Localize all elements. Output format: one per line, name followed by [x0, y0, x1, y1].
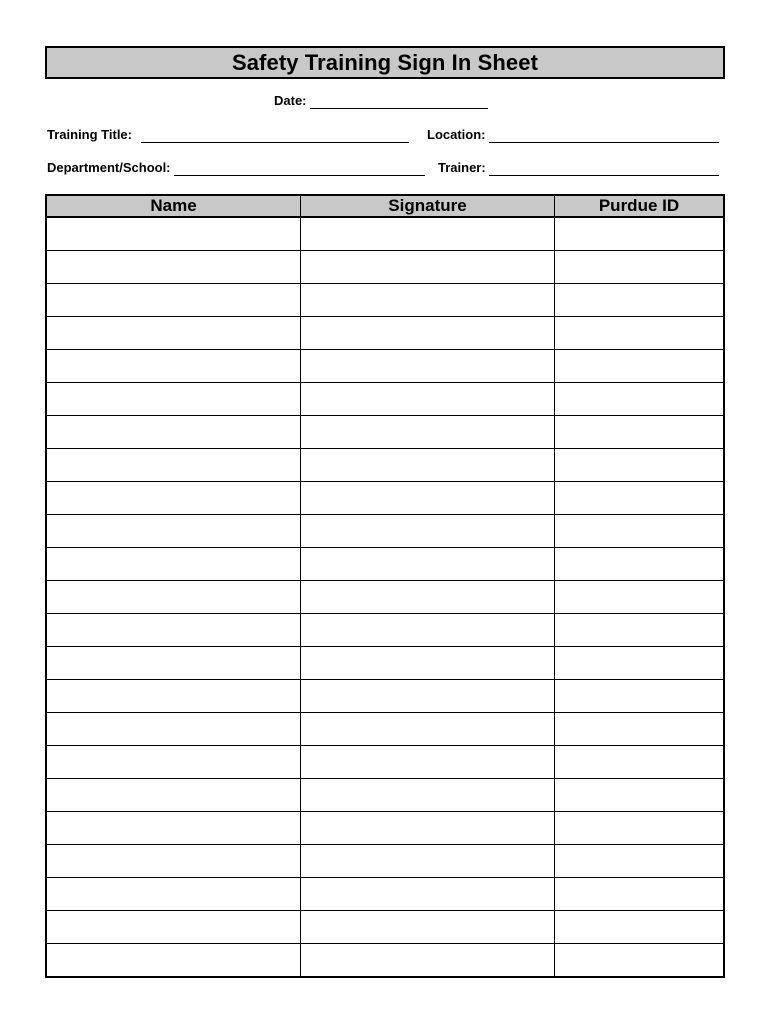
- name-cell[interactable]: [46, 746, 301, 779]
- table-row: [46, 482, 724, 515]
- signature-cell[interactable]: [301, 878, 555, 911]
- name-cell[interactable]: [46, 284, 301, 317]
- signature-cell[interactable]: [301, 911, 555, 944]
- purdue-id-cell[interactable]: [555, 713, 725, 746]
- table-row: [46, 713, 724, 746]
- signature-cell[interactable]: [301, 779, 555, 812]
- table-row: [46, 350, 724, 383]
- training-title-label: Training Title:: [47, 127, 132, 142]
- date-field: [274, 92, 488, 110]
- training-title-input-line[interactable]: [141, 142, 409, 143]
- training-title-field: [47, 126, 409, 144]
- name-cell[interactable]: [46, 779, 301, 812]
- location-field: [427, 126, 719, 144]
- name-cell[interactable]: [46, 680, 301, 713]
- table-row: [46, 878, 724, 911]
- signature-cell[interactable]: [301, 515, 555, 548]
- table-row: [46, 944, 724, 978]
- name-cell[interactable]: [46, 515, 301, 548]
- signature-cell[interactable]: [301, 317, 555, 350]
- department-label: Department/School:: [47, 160, 171, 175]
- date-input-line[interactable]: [310, 108, 488, 109]
- purdue-id-cell[interactable]: [555, 746, 725, 779]
- sign-in-table: [45, 194, 725, 978]
- table-row: [46, 217, 724, 251]
- purdue-id-cell[interactable]: [555, 581, 725, 614]
- purdue-id-cell[interactable]: [555, 482, 725, 515]
- department-field: [47, 159, 425, 177]
- table-body: [46, 217, 724, 977]
- name-cell[interactable]: [46, 812, 301, 845]
- signature-cell[interactable]: [301, 350, 555, 383]
- name-cell[interactable]: [46, 614, 301, 647]
- table-row: [46, 383, 724, 416]
- sheet-title-bar: [45, 46, 725, 79]
- signature-cell[interactable]: [301, 449, 555, 482]
- purdue-id-cell[interactable]: [555, 647, 725, 680]
- purdue-id-cell[interactable]: [555, 779, 725, 812]
- table-row: [46, 680, 724, 713]
- name-cell[interactable]: [46, 350, 301, 383]
- table-row: [46, 647, 724, 680]
- location-label: Location:: [427, 127, 486, 142]
- table-row: [46, 449, 724, 482]
- purdue-id-cell[interactable]: [555, 845, 725, 878]
- table-row: [46, 284, 724, 317]
- name-cell[interactable]: [46, 416, 301, 449]
- purdue-id-cell[interactable]: [555, 680, 725, 713]
- trainer-input-line[interactable]: [489, 175, 719, 176]
- purdue-id-cell[interactable]: [555, 383, 725, 416]
- name-cell[interactable]: [46, 449, 301, 482]
- name-cell[interactable]: [46, 548, 301, 581]
- purdue-id-cell[interactable]: [555, 251, 725, 284]
- name-cell[interactable]: [46, 581, 301, 614]
- name-cell[interactable]: [46, 647, 301, 680]
- signature-cell[interactable]: [301, 548, 555, 581]
- table-row: [46, 581, 724, 614]
- purdue-id-cell[interactable]: [555, 812, 725, 845]
- signature-cell[interactable]: [301, 416, 555, 449]
- header-purdue-id: Purdue ID: [555, 195, 725, 217]
- header-signature: Signature: [301, 195, 555, 217]
- signature-cell[interactable]: [301, 812, 555, 845]
- purdue-id-cell[interactable]: [555, 911, 725, 944]
- signature-cell[interactable]: [301, 251, 555, 284]
- table-row: [46, 746, 724, 779]
- signature-cell[interactable]: [301, 647, 555, 680]
- purdue-id-cell[interactable]: [555, 548, 725, 581]
- department-input-line[interactable]: [174, 175, 425, 176]
- table-row: [46, 317, 724, 350]
- date-label: Date:: [274, 93, 307, 108]
- name-cell[interactable]: [46, 845, 301, 878]
- name-cell[interactable]: [46, 878, 301, 911]
- purdue-id-cell[interactable]: [555, 614, 725, 647]
- table-row: [46, 779, 724, 812]
- name-cell[interactable]: [46, 713, 301, 746]
- table-row: [46, 548, 724, 581]
- purdue-id-cell[interactable]: [555, 878, 725, 911]
- name-cell[interactable]: [46, 251, 301, 284]
- name-cell[interactable]: [46, 482, 301, 515]
- table-row: [46, 911, 724, 944]
- purdue-id-cell[interactable]: [555, 317, 725, 350]
- trainer-field: [438, 159, 719, 177]
- sheet-title: Safety Training Sign In Sheet: [231, 49, 539, 75]
- purdue-id-cell[interactable]: [555, 217, 725, 251]
- purdue-id-cell[interactable]: [555, 284, 725, 317]
- signature-cell[interactable]: [301, 680, 555, 713]
- purdue-id-cell[interactable]: [555, 944, 725, 978]
- purdue-id-cell[interactable]: [555, 350, 725, 383]
- name-cell[interactable]: [46, 911, 301, 944]
- signature-cell[interactable]: [301, 944, 555, 978]
- trainer-label: Trainer:: [438, 160, 486, 175]
- table-header-row: [46, 195, 724, 217]
- table-row: [46, 812, 724, 845]
- signature-cell[interactable]: [301, 614, 555, 647]
- name-cell[interactable]: [46, 317, 301, 350]
- signature-cell[interactable]: [301, 383, 555, 416]
- signature-cell[interactable]: [301, 581, 555, 614]
- signature-cell[interactable]: [301, 845, 555, 878]
- location-input-line[interactable]: [489, 142, 719, 143]
- purdue-id-cell[interactable]: [555, 449, 725, 482]
- table-row: [46, 251, 724, 284]
- signature-cell[interactable]: [301, 482, 555, 515]
- table-row: [46, 515, 724, 548]
- table-row: [46, 614, 724, 647]
- table-row: [46, 416, 724, 449]
- name-cell[interactable]: [46, 383, 301, 416]
- name-cell[interactable]: [46, 217, 301, 251]
- purdue-id-cell[interactable]: [555, 515, 725, 548]
- name-cell[interactable]: [46, 944, 301, 978]
- signature-cell[interactable]: [301, 713, 555, 746]
- signature-cell[interactable]: [301, 746, 555, 779]
- signature-cell[interactable]: [301, 217, 555, 251]
- signature-cell[interactable]: [301, 284, 555, 317]
- purdue-id-cell[interactable]: [555, 416, 725, 449]
- header-name: Name: [46, 195, 301, 217]
- table-row: [46, 845, 724, 878]
